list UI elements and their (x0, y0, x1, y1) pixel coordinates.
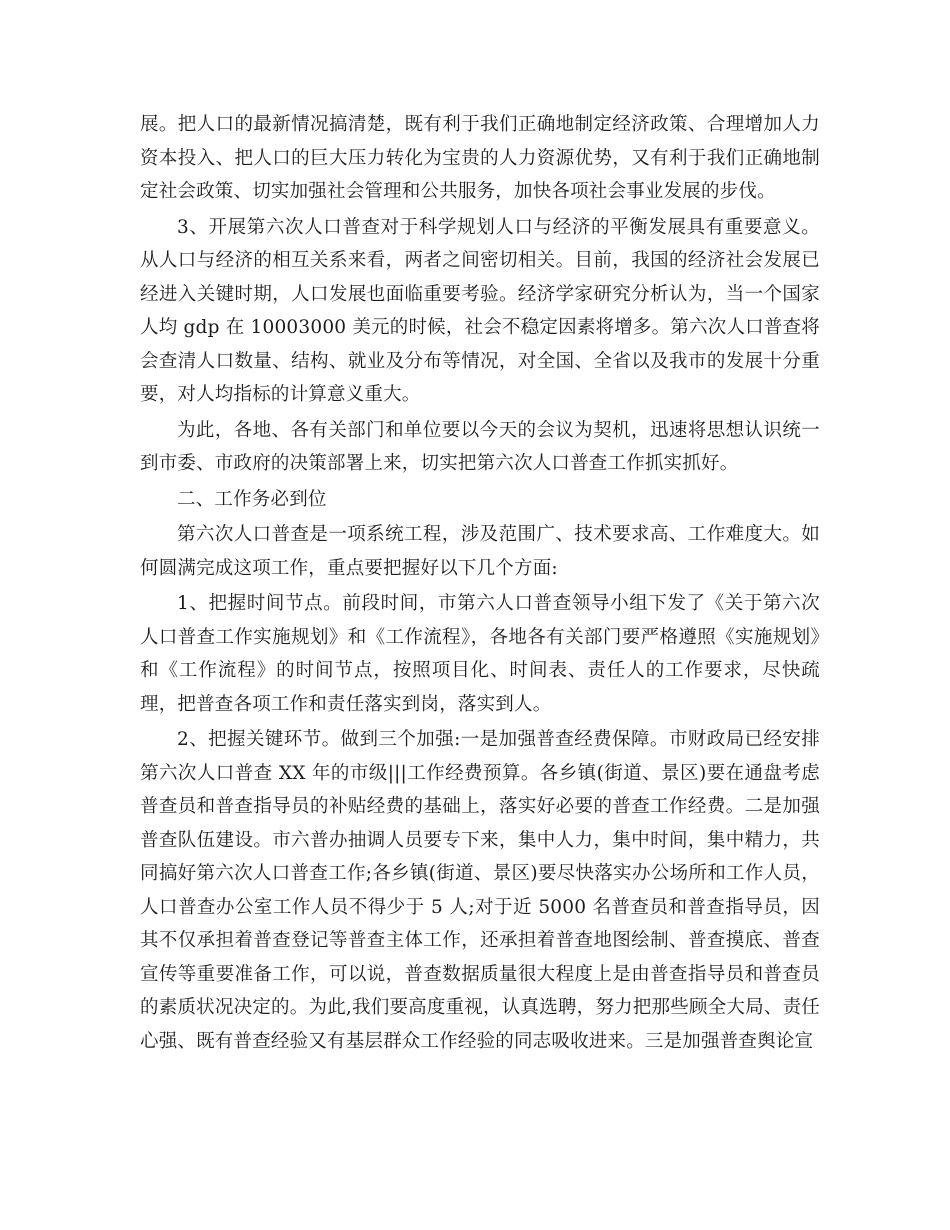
document-body (140, 108, 820, 1060)
paragraph-3: 为此，各地、各有关部门和单位要以今天的会议为契机，迅速将思想认识统一到市委、市政府的决策部署上来，切实把第六次人口普查工作抓实抓好。 (140, 419, 820, 474)
paragraph-5: 第六次人口普查是一项系统工程，涉及范围广、技术要求高、工作难度大。如何圆满完成这项工作，重点要把握好以下几个方面: (140, 524, 820, 579)
paragraph-2: 3、开展第六次人口普查对于科学规划人口与经济的平衡发展具有重要意义。从人口与经济的相互关系来看，两者之间密切相关。目前，我国的经济社会发展已经进入关键时期，人口发展也面临重要考验。经济学家研究分析认为，当一个国家人均 gdp 在 10003000 美元的时候，社会不稳定因素将增多。第六次人口普查将会查清人口数量、结构、就业及分布等情况，对全国、全省以及我市的发展十分重要，对人均指标的计算意义重大。 (140, 216, 820, 405)
paragraph-7: 2、把握关键环节。做到三个加强:一是加强普查经费保障。市财政局已经安排第六次人口普查 XX 年的市级|||工作经费预算。各乡镇(街道、景区)要在通盘考虑普查员和普查指导员的补贴经费的基础上，落实好必要的普查工作经费。二是加强普查队伍建设。市六普办抽调人员要专下来，集中人力，集中时间，集中精力，共同搞好第六次人口普查工作;各乡镇(街道、景区)要尽快落实办公场所和工作人员，人口普查办公室工作人员不得少于 5 人;对于近 5000 名普查员和普查指导员，因其不仅承担着普查登记等普查主体工作，还承担着普查地图绘制、普查摸底、普查宣传等重要准备工作，可以说，普查数据质量很大程度上是由普查指导员和普查员的素质状况决定的。为此,我们要高度重视，认真选聘，努力把那些顾全大局、责任心强、既有普查经验又有基层群众工作经验的同志吸收进来。三是加强普查舆论宣 (140, 729, 820, 1052)
paragraph-1: 展。把人口的最新情况搞清楚，既有利于我们正确地制定经济政策、合理增加人力资本投入、把人口的巨大压力转化为宝贵的人力资源优势，又有利于我们正确地制定社会政策、切实加强社会管理和公共服务，加快各项社会事业发展的步伐。 (140, 114, 820, 202)
paragraph-6: 1、把握时间节点。前段时间，市第六人口普查领导小组下发了《关于第六次人口普查工作实施规划》和《工作流程》，各地各有关部门要严格遵照《实施规划》和《工作流程》的时间节点，按照项目化、时间表、责任人的工作要求，尽快疏理，把普查各项工作和责任落实到岗，落实到人。 (140, 593, 820, 715)
section-heading-2: 二、工作务必到位 (177, 488, 327, 510)
